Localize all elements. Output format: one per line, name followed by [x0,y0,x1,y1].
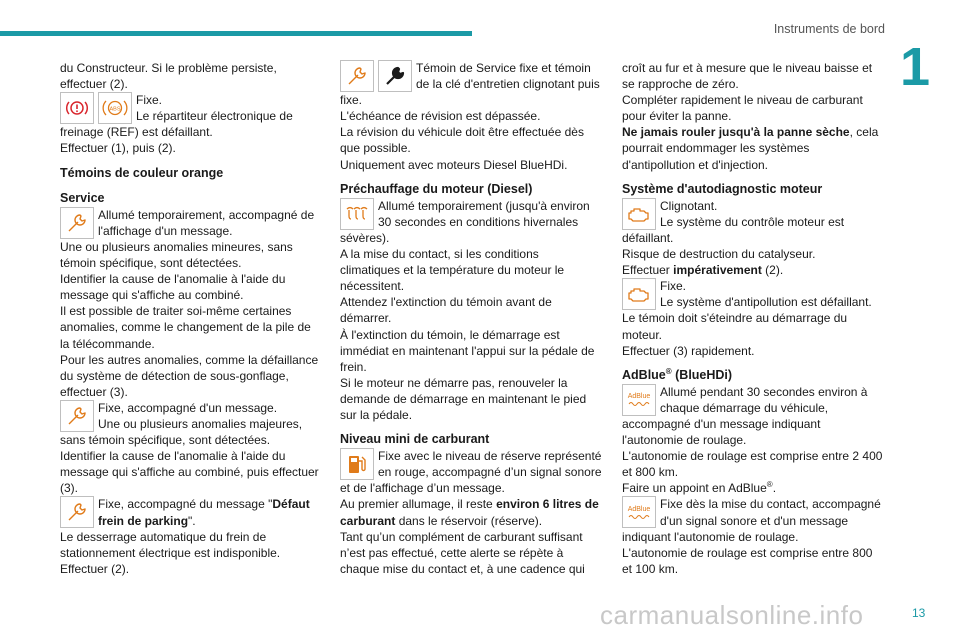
text: dans le réservoir (réserve). [395,513,543,528]
bold-text: Ne jamais rouler jusqu'à la panne sèche [622,125,850,140]
paragraph: Fixe, accompagné d'un message. [98,400,278,415]
paragraph: Allumé pendant 30 secondes environ à chaque démarrage du véhicule, accompagné d'un message indiquant l'autonomie de roulage. [622,384,868,448]
paragraph: La révision du véhicule doit être effectuée dès que possible. [340,125,584,156]
subsection-heading: Service [60,190,105,205]
text: , cela pourrait endommager les systèmes d'antipollution et d'injection. [622,125,879,172]
paragraph: Attendez l'extinction du témoin avant de démarrer. [340,295,552,326]
paragraph: Fixe. [136,93,163,108]
paragraph [340,496,602,528]
paragraph: L'échéance de révision est dépassée. [340,109,541,124]
text: ". [188,513,196,528]
paragraph: Il est possible de traiter soi-même certaines anomalies, comme le changement de la pile de la télécommande. [60,304,311,351]
paragraph: Tant qu’un complément de carburant suffisant n’est pas effectué, cette alerte se répète à chaque mise du contact et, à une cadence qui [340,529,585,576]
adblue-row-1 [622,384,884,448]
engine-icon [622,198,656,230]
engine-row-1 [622,198,884,246]
engine-icon [622,278,656,310]
glow-plug-icon [340,198,374,230]
paragraph: Clignotant. [660,198,718,213]
paragraph: L'autonomie de roulage est comprise entre 800 et 100 km. [622,545,873,576]
paragraph: Fixe avec le niveau de réserve représenté en rouge, accompagné d’un signal sonore et de l'affichage d’un message. [340,449,602,496]
page-number: 13 [912,606,926,620]
paragraph: Allumé temporairement (jusqu'à environ 30 secondes en conditions hivernales sévères). [340,198,590,245]
paragraph [622,480,884,496]
text: Faire un appoint en AdBlue [622,481,767,496]
paragraph: Effectuer (1), puis (2). [60,141,176,156]
column-1 [60,60,322,577]
paragraph: A la mise du contact, si les conditions climatiques et la température du moteur le nécessitent. [340,247,565,294]
paragraph: Le desserrage automatique du frein de stationnement électrique est indisponible. [60,529,281,560]
paragraph [622,262,884,278]
service-row-2 [60,400,322,448]
paragraph: du Constructeur. Si le problème persiste, effectuer (2). [60,61,277,92]
paragraph: Le système du contrôle moteur est défaillant. [622,214,845,245]
paragraph: Identifier la cause de l'anomalie à l'aide du message qui s'affiche au combiné. [60,272,286,303]
bold-text: environ 6 litres de carburant [340,497,599,528]
fuel-pump-icon [340,448,374,480]
paragraph: Témoin de Service fixe et témoin de la clé d'entretien clignotant puis fixe. [340,61,600,108]
paragraph: croît au fur et à mesure que le niveau baisse et se rapproche de zéro. [622,61,873,92]
subsection-heading: Préchauffage du moteur (Diesel) [340,181,533,196]
subsection-heading: Niveau mini de carburant [340,432,490,447]
paragraph: Le système d'antipollution est défaillant. [660,295,872,310]
paragraph: Effectuer (2). [60,561,130,576]
adblue-icon-label: AdBlue [627,393,651,401]
paragraph: Une ou plusieurs anomalies mineures, sans témoin spécifique, sont détectées. [60,239,293,271]
paragraph: À l'extinction du témoin, le démarrage est immédiat en maintenant l'appui sur la pédale de frein. [340,327,595,374]
chapter-number: 1 [900,37,931,97]
text: AdBlue [622,367,666,382]
wrench-key-icon [378,60,412,92]
subsection-heading [622,367,884,383]
wrench-icon [340,60,374,92]
wrench-icon [60,400,94,432]
text: Au premier allumage, il reste [340,497,497,512]
paragraph: Pour les autres anomalies, comme la défaillance du système de détection de sous-gonflage, effectuer (3). [60,352,319,399]
paragraph: Le témoin doit s'éteindre au démarrage du moteur. [622,311,848,342]
column-2 [340,60,602,577]
wrench-icon [60,496,94,528]
text: . [772,481,777,496]
header-accent-bar [0,31,472,36]
section-heading: Témoins de couleur orange [60,165,224,180]
paragraph [60,496,322,528]
engine-row-2 [622,278,884,310]
subsection-heading: Système d'autodiagnostic moteur [622,181,823,196]
adblue-row-2 [622,496,884,544]
bold-text: Défaut frein de parking [98,497,310,528]
paragraph: Effectuer (3) rapidement. [622,343,755,358]
paragraph: Allumé temporairement, accompagné de l'affichage d'un message. [98,207,315,238]
paragraph: Fixe. [660,279,687,294]
glow-plug-row [340,198,602,246]
fuel-row [340,448,602,496]
abs-icon [98,92,132,124]
wrench-icon [60,207,94,239]
bold-text: impérativement [673,263,762,278]
adblue-icon-label: AdBlue [627,505,651,513]
text: (2). [761,263,784,278]
paragraph: Uniquement avec moteurs Diesel BlueHDi. [340,157,568,172]
service-row-1 [60,207,322,239]
paragraph: Risque de destruction du catalyseur. [622,247,816,262]
paragraph: Identifier la cause de l'anomalie à l'aide du message qui s'affiche au combiné, puis effectuer (3). [60,449,319,496]
paragraph: Compléter rapidement le niveau de carburant pour éviter la panne. [622,93,863,124]
section-title: Instruments de bord [773,22,885,36]
paragraph: Si le moteur ne démarre pas, renouveler la demande de démarrage en maintenant le pied sur la pédale. [340,375,587,422]
paragraph: Une ou plusieurs anomalies majeures, sans témoin spécifique, sont détectées. [60,416,303,448]
adblue-icon [622,496,656,528]
brake-abs-row [60,92,322,140]
paragraph [622,124,884,172]
text: (BlueHDi) [671,367,733,382]
text: Effectuer [622,263,674,278]
service-key-row [340,60,602,108]
paragraph: Fixe dès la mise du contact, accompagné d'un signal sonore et d'un message indiquant l'autonomie de roulage. [622,497,881,544]
paragraph: Le répartiteur électronique de freinage (REF) est défaillant. [60,109,293,140]
adblue-icon [622,384,656,416]
service-row-3 [60,496,322,528]
brake-warning-icon [60,92,94,124]
superscript: ® [766,480,773,490]
watermark: carmanualsonline.info [600,600,864,630]
superscript: ® [665,366,672,376]
text: Fixe, accompagné du message " [98,497,273,512]
paragraph: L'autonomie de roulage est comprise entre 2 400 et 800 km. [622,449,883,480]
svg-text:ABS: ABS [109,106,121,113]
column-3 [622,60,884,577]
